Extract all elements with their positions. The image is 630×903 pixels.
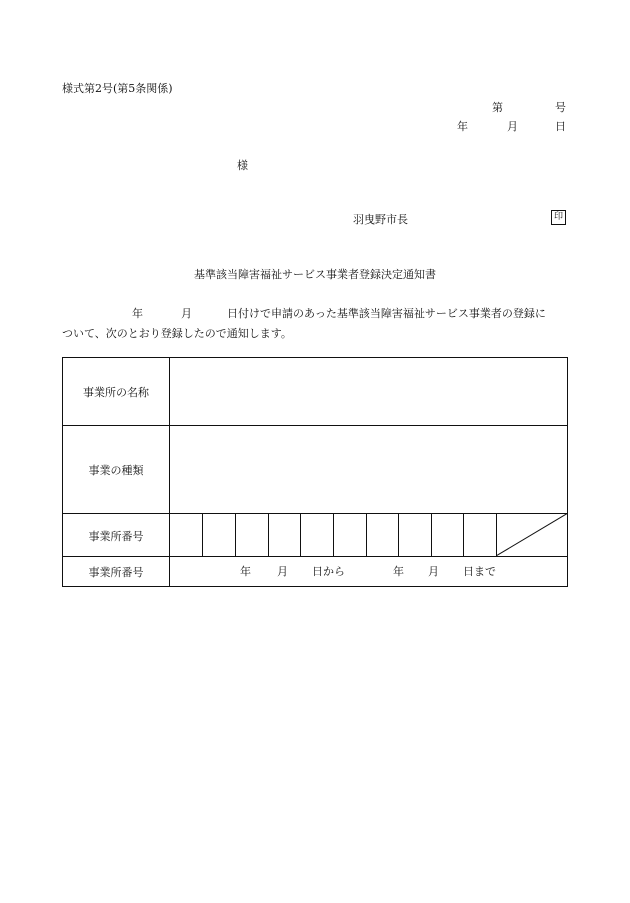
issue-date-day: 日	[555, 120, 566, 133]
digit-box	[202, 513, 203, 556]
issue-date-year: 年	[457, 120, 468, 133]
issuer-name: 羽曳野市長	[353, 213, 408, 226]
body-year: 年	[132, 307, 143, 320]
label-office-name: 事業所の名称	[83, 386, 149, 399]
digit-box	[300, 513, 301, 556]
body-line1-rest: 日付けで申請のあった基準該当障害福祉サービス事業者の登録に	[227, 307, 546, 320]
label-business-type: 事業の種類	[88, 464, 144, 477]
label-office-number: 事業所番号	[88, 530, 144, 543]
digit-box	[431, 513, 432, 556]
period-to-month: 月	[428, 565, 439, 578]
seal-mark: 印	[551, 210, 566, 225]
document-number-suffix: 号	[555, 101, 566, 114]
body-month: 月	[181, 307, 192, 320]
registration-info-table	[62, 357, 568, 587]
digit-box	[235, 513, 236, 556]
document-number-prefix: 第	[492, 101, 503, 114]
issue-date-month: 月	[507, 120, 518, 133]
period-from-year: 年	[240, 565, 251, 578]
period-from-day: 日から	[312, 565, 345, 578]
period-to-day: 日まで	[463, 565, 496, 578]
form-number: 様式第2号(第5条関係)	[62, 82, 173, 95]
period-from-month: 月	[277, 565, 288, 578]
label-office-number-period: 事業所番号	[88, 566, 144, 579]
digit-box	[268, 513, 269, 556]
body-line-2: ついて、次のとおり登録したので通知します。	[62, 327, 292, 340]
addressee-honorific: 様	[237, 159, 248, 172]
digit-box	[366, 513, 367, 556]
digit-box	[398, 513, 399, 556]
document-title: 基準該当障害福祉サービス事業者登録決定通知書	[194, 268, 436, 281]
digit-box	[463, 513, 464, 556]
digit-box	[333, 513, 334, 556]
diagonal-strike	[496, 513, 568, 557]
period-to-year: 年	[393, 565, 404, 578]
